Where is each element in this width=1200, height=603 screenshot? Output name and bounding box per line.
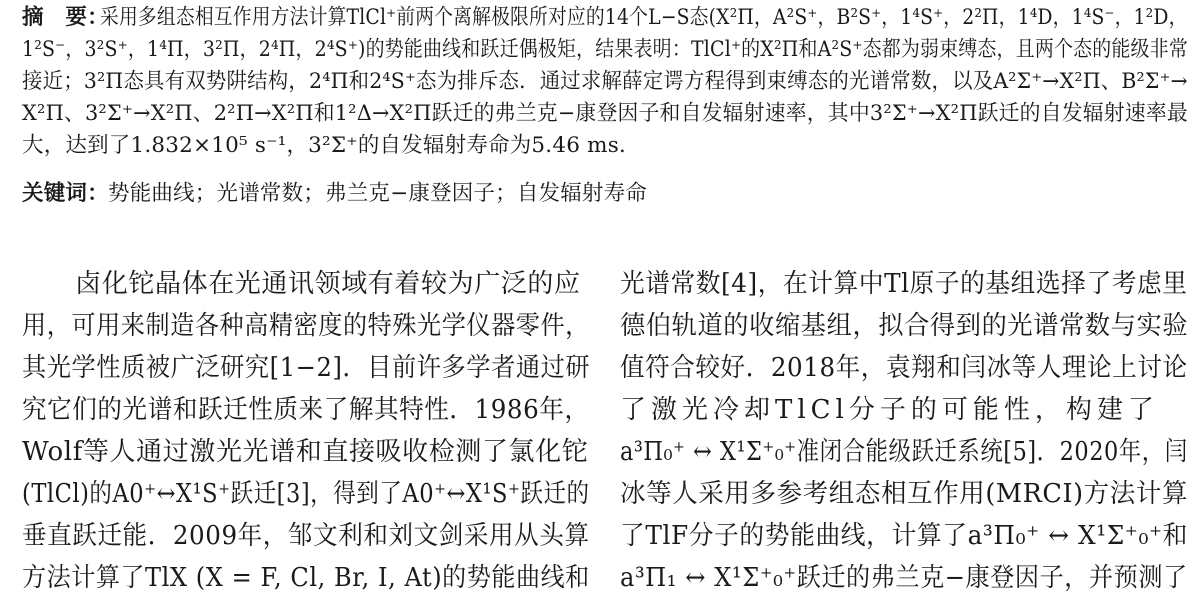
- body-right-line: a³Π₀⁺ ↔ X¹Σ⁺₀⁺准闭合能级跃迁系统[5]．2020年，闫: [620, 437, 1188, 467]
- body-right-line: 冰等人采用多参考组态相互作用(MRCI)方法计算: [620, 479, 1189, 509]
- body-left-line: 用，可用来制造各种高精密度的特殊光学仪器零件，: [22, 311, 590, 341]
- body-left-line: 其光学性质被广泛研究[1−2]．目前许多学者通过研: [22, 353, 591, 383]
- body-right-line: 值符合较好．2018年，袁翔和闫冰等人理论上讨论: [620, 353, 1188, 383]
- body-right-line: 了TlF分子的势能曲线，计算了a³Π₀⁺ ↔ X¹Σ⁺₀⁺和: [620, 521, 1188, 551]
- body-right-line: 德伯轨道的收缩基组，拟合得到的光谱常数与实验: [620, 311, 1189, 341]
- abstract-line: 接近；3²Π态具有双势阱结构，2⁴Π和2⁴S⁺态为排斥态．通过求解薛定谔方程得到束缚态的光谱常数，以及A²Σ⁺→X²Π、B²Σ⁺→: [22, 69, 1188, 94]
- body-left-line: Wolf等人通过激光光谱和直接吸收检测了氯化铊: [22, 437, 589, 467]
- abstract-line: 大，达到了1.832×10⁵ s⁻¹，3²Σ⁺的自发辐射寿命为5.46 ms．: [22, 133, 641, 158]
- keywords-label: 关键词：: [22, 181, 109, 206]
- body-left-line: 垂直跃迁能．2009年，邹文利和刘文剑采用从头算: [22, 521, 590, 551]
- body-right-line: 了激光冷却TlCl分子的可能性，构建了: [620, 395, 1159, 425]
- body-right-line: a³Π₁ ↔ X¹Σ⁺₀⁺跃迁的弗兰克−康登因子，并预测了: [620, 563, 1188, 593]
- body-right-line: 光谱常数[4]，在计算中Tl原子的基组选择了考虑里: [620, 269, 1188, 299]
- abstract-line: X²Π、3²Σ⁺→X²Π、2²Π→X²Π和1²Δ→X²Π跃迁的弗兰克−康登因子和自发辐射速率，其中3²Σ⁺→X²Π跃迁的自发辐射速率最: [22, 101, 1188, 126]
- abstract-label: 摘 要：: [22, 5, 109, 30]
- keywords-text: 势能曲线；光谱常数；弗兰克−康登因子；自发辐射寿命: [108, 181, 648, 206]
- body-left-line: 究它们的光谱和跃迁性质来了解其特性．1986年，: [22, 395, 590, 425]
- body-left-line: 方法计算了TlX (X = F, Cl, Br, I, At)的势能曲线和: [22, 563, 590, 593]
- body-left-line: 卤化铊晶体在光通讯领域有着较为广泛的应: [22, 269, 581, 299]
- body-left-line: (TlCl)的A0⁺↔X¹S⁺跃迁[3]，得到了A0⁺↔X¹S⁺跃迁的: [22, 479, 590, 509]
- abstract-line: 1²S⁻，3²S⁺，1⁴Π，3²Π，2⁴Π，2⁴S⁺)的势能曲线和跃迁偶极矩，结果表明：TlCl⁺的X²Π和A²S⁺态都为弱束缚态，且两个态的能级非常: [22, 37, 1188, 62]
- abstract-line: 采用多组态相互作用方法计算TlCl⁺前两个离解极限所对应的14个L−S态(X²Π，A²S⁺，B²S⁺，1⁴S⁺，2²Π，1⁴D，1⁴S⁻，1²D，: [100, 5, 1188, 30]
